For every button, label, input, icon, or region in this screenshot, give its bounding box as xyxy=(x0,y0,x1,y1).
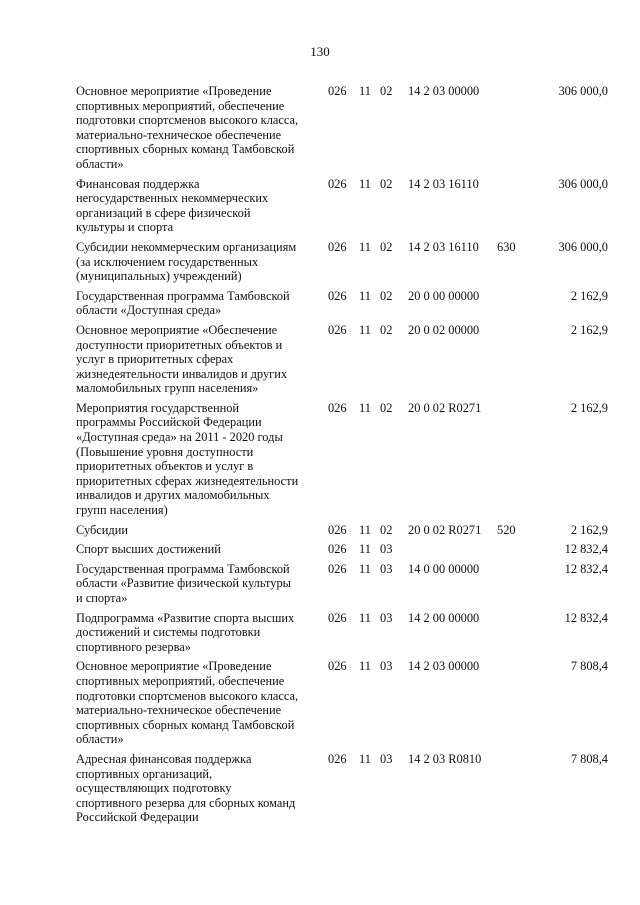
target-article-code: 20 0 02 R0271 xyxy=(408,400,482,415)
amount: 2 162,9 xyxy=(570,522,608,537)
section-code: 11 xyxy=(359,239,371,254)
amount: 12 832,4 xyxy=(564,610,608,625)
target-article-code: 20 0 02 00000 xyxy=(408,322,480,337)
ministry-code: 026 xyxy=(328,751,347,766)
section-code: 11 xyxy=(359,522,371,537)
row-name: Адресная финансовая поддержка спортивных организаций, осуществляющих подготовку спортивного резерва для сборных команд Российской Федерации xyxy=(76,751,296,825)
ministry-code: 026 xyxy=(328,542,347,557)
amount: 12 832,4 xyxy=(564,542,608,557)
table-row xyxy=(76,84,608,172)
amount: 2 162,9 xyxy=(570,400,608,415)
ministry-code: 026 xyxy=(328,610,347,625)
target-article-code: 14 2 03 16110 xyxy=(408,176,479,191)
target-article-code: 14 2 03 16110 xyxy=(408,239,479,254)
subsection-code: 02 xyxy=(380,522,393,537)
amount: 306 000,0 xyxy=(558,239,608,254)
row-name: Основное мероприятие «Проведение спортивных мероприятий, обеспечение подготовки спортсменов высокого класса, материально-техническое обеспечение спортивных сборных команд Тамбовской области» xyxy=(76,659,299,747)
subsection-code: 02 xyxy=(380,400,393,415)
target-article-code: 14 2 03 00000 xyxy=(408,659,480,674)
amount: 12 832,4 xyxy=(564,561,608,576)
row-name: Мероприятия государственной программы Российской Федерации «Доступная среда» на 2011 - 2020 годы (Повышение уровня доступности приоритетных объектов и услуг в приоритетных сферах жизнедеятельности инвалидов и других маломобильных групп населения) xyxy=(76,400,299,518)
ministry-code: 026 xyxy=(328,84,347,98)
table-row xyxy=(76,323,608,396)
table-row xyxy=(76,289,608,318)
section-code: 11 xyxy=(359,176,371,191)
subsection-code: 02 xyxy=(380,84,393,98)
section-code: 11 xyxy=(359,659,371,674)
subsection-code: 02 xyxy=(380,176,393,191)
row-name: Субсидии xyxy=(76,522,128,537)
row-name: Основное мероприятие «Обеспечение доступности приоритетных объектов и услуг в приоритетных сферах жизнедеятельности инвалидов и других маломобильных групп населения» xyxy=(76,322,288,396)
ministry-code: 026 xyxy=(328,176,347,191)
subsection-code: 03 xyxy=(380,751,393,766)
row-name: Государственная программа Тамбовской области «Доступная среда» xyxy=(76,288,290,318)
ministry-code: 026 xyxy=(328,239,347,254)
table-row xyxy=(76,177,608,235)
expense-type-code: 520 xyxy=(497,522,516,537)
table-row xyxy=(76,611,608,655)
subsection-code: 03 xyxy=(380,659,393,674)
target-article-code: 14 2 00 00000 xyxy=(408,610,480,625)
budget-table xyxy=(76,84,608,830)
table-row xyxy=(76,542,608,557)
subsection-code: 02 xyxy=(380,288,393,303)
amount: 7 808,4 xyxy=(570,659,608,674)
table-row xyxy=(76,401,608,518)
ministry-code: 026 xyxy=(328,561,347,576)
ministry-code: 026 xyxy=(328,322,347,337)
amount: 2 162,9 xyxy=(570,288,608,303)
target-article-code: 20 0 02 R0271 xyxy=(408,522,482,537)
table-row xyxy=(76,659,608,747)
row-name: Финансовая поддержка негосударственных некоммерческих организаций в сфере физической культуры и спорта xyxy=(76,176,269,235)
subsection-code: 03 xyxy=(380,542,393,557)
section-code: 11 xyxy=(359,751,371,766)
row-name: Спорт высших достижений xyxy=(76,542,221,557)
section-code: 11 xyxy=(359,84,371,98)
amount: 306 000,0 xyxy=(558,176,608,191)
target-article-code: 14 0 00 00000 xyxy=(408,561,480,576)
subsection-code: 03 xyxy=(380,610,393,625)
amount: 2 162,9 xyxy=(570,322,608,337)
ministry-code: 026 xyxy=(328,522,347,537)
target-article-code: 14 2 03 00000 xyxy=(408,84,480,98)
ministry-code: 026 xyxy=(328,288,347,303)
section-code: 11 xyxy=(359,322,371,337)
ministry-code: 026 xyxy=(328,659,347,674)
page-number: 130 xyxy=(310,44,330,59)
section-code: 11 xyxy=(359,561,371,576)
section-code: 11 xyxy=(359,400,371,415)
table-row xyxy=(76,562,608,606)
target-article-code: 14 2 03 R0810 xyxy=(408,751,482,766)
row-name: Субсидии некоммерческим организациям (за исключением государственных (муниципальных) учреждений) xyxy=(76,239,297,284)
row-name: Государственная программа Тамбовской области «Развитие физической культуры и спорта» xyxy=(76,561,291,605)
table-row xyxy=(76,752,608,825)
target-article-code: 20 0 00 00000 xyxy=(408,288,480,303)
table-row xyxy=(76,240,608,284)
ministry-code: 026 xyxy=(328,400,347,415)
amount: 306 000,0 xyxy=(558,84,608,98)
subsection-code: 02 xyxy=(380,322,393,337)
expense-type-code: 630 xyxy=(497,239,516,254)
row-name: Основное мероприятие «Проведение спортивных мероприятий, обеспечение подготовки спортсменов высокого класса, материально-техническое обеспечение спортивных сборных команд Тамбовской области» xyxy=(76,84,299,171)
section-code: 11 xyxy=(359,542,371,557)
section-code: 11 xyxy=(359,610,371,625)
table-row xyxy=(76,523,608,538)
amount: 7 808,4 xyxy=(570,751,608,766)
subsection-code: 03 xyxy=(380,561,393,576)
subsection-code: 02 xyxy=(380,239,393,254)
section-code: 11 xyxy=(359,288,371,303)
row-name: Подпрограмма «Развитие спорта высших достижений и системы подготовки спортивного резерва» xyxy=(76,610,295,654)
